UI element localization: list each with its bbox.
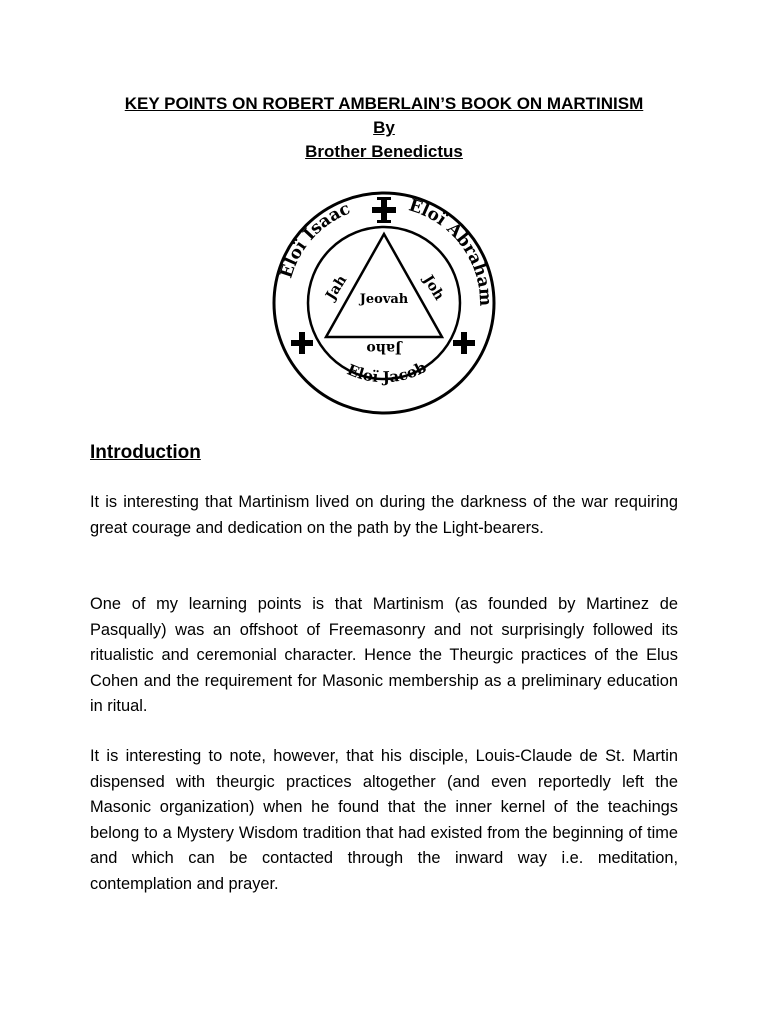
document-title: KEY POINTS ON ROBERT AMBERLAIN’S BOOK ON MARTINISM (124, 94, 644, 113)
seal-bottom-text: Jaho (366, 340, 402, 356)
seal-ring-text-top-right: Eloï Abraham (406, 195, 496, 307)
seal-left-text: Jah (322, 272, 351, 304)
seal-right-text: Joh (419, 272, 448, 304)
seal-ring-text-top-left: Eloï Isaac (276, 198, 354, 281)
document-title-block (0, 92, 768, 164)
paragraph-2: One of my learning points is that Martinism (as founded by Martinez de Pasqually) was an offshoot of Freemasonry and not surprisingly followed its ritualistic and ceremonial character. Hence the Theurgic practices of the Elus Cohen and the requirement for Masonic membership as a preliminary education in ritual. (90, 595, 678, 715)
document-author: Brother Benedictus (305, 142, 463, 161)
cross-icon (453, 332, 475, 354)
paragraph-3: It is interesting to note, however, that his disciple, Louis-Claude de St. Martin dispensed with theurgic practices altogether (and even reportedly left the Masonic organization) when he found that the inner kernel of the teachings belong to a Mystery Wisdom tradition that had existed from the beginning of time and which can be contacted through the inward way i.e. meditation, contemplation and prayer. (90, 747, 678, 893)
cross-icon (291, 332, 313, 354)
seal-ring-text-bottom: Eloï Jacob (344, 358, 430, 387)
paragraph-1: It is interesting that Martinism lived on during the darkness of the war requiring great courage and dedication on the path by the Light-bearers. (90, 493, 678, 537)
section-heading: Introduction (90, 442, 201, 463)
pentacle-seal-icon (270, 190, 498, 416)
cross-icon (372, 197, 396, 223)
document-byline-by: By (373, 118, 395, 137)
seal-center-text: Jeovah (359, 292, 409, 307)
